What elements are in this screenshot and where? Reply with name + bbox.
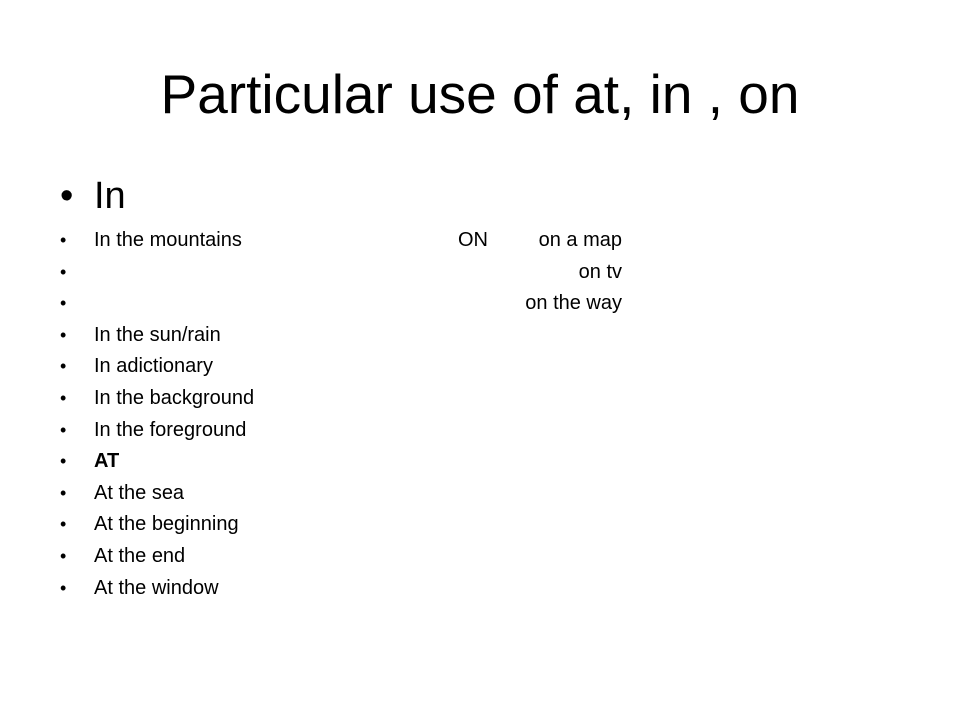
list-item <box>0 416 960 444</box>
list-item <box>0 384 960 412</box>
bullet-icon: • <box>60 451 67 472</box>
list-item-text: In the foreground <box>94 418 247 441</box>
on-example-text: on the way <box>525 292 622 315</box>
bullet-icon: • <box>60 324 67 345</box>
on-example-text: on tv <box>578 260 622 283</box>
list-item-text: At the end <box>94 545 186 567</box>
bullet-icon: • <box>60 514 67 535</box>
bullet-icon: • <box>60 261 67 282</box>
list-item <box>0 479 960 507</box>
list-item <box>0 510 960 538</box>
list-item <box>0 258 960 286</box>
on-example-text: on a map <box>538 229 622 251</box>
slide-title: Particular use of at, in , on <box>160 63 800 125</box>
list-item-text: In the sun/rain <box>94 323 221 346</box>
list-item <box>0 226 960 254</box>
bullet-icon: • <box>60 356 67 377</box>
list-item <box>0 289 960 317</box>
list-item <box>0 542 960 570</box>
list-item <box>0 447 960 475</box>
list-item-text: In the background <box>94 387 255 409</box>
list-item-text: In adictionary <box>94 355 213 378</box>
list-item-text: At the sea <box>94 481 185 504</box>
list-item <box>0 574 960 602</box>
bullet-icon: • <box>60 230 67 250</box>
list-item-text: In the mountains <box>94 229 242 251</box>
on-label: ON <box>458 229 488 251</box>
list-item <box>0 321 960 349</box>
bullet-icon: • <box>60 293 67 314</box>
list-item-text: AT <box>94 450 120 473</box>
list-item <box>0 352 960 380</box>
list-item-text: At the beginning <box>94 513 239 536</box>
bullet-icon: • <box>60 482 67 503</box>
bullet-icon: • <box>60 546 67 566</box>
bullet-icon: • <box>60 175 74 217</box>
heading-text: In <box>94 175 126 217</box>
list-item-text: At the window <box>94 576 219 599</box>
bullet-icon: • <box>60 419 67 440</box>
bullet-icon: • <box>60 388 67 408</box>
bullet-icon: • <box>60 577 67 598</box>
